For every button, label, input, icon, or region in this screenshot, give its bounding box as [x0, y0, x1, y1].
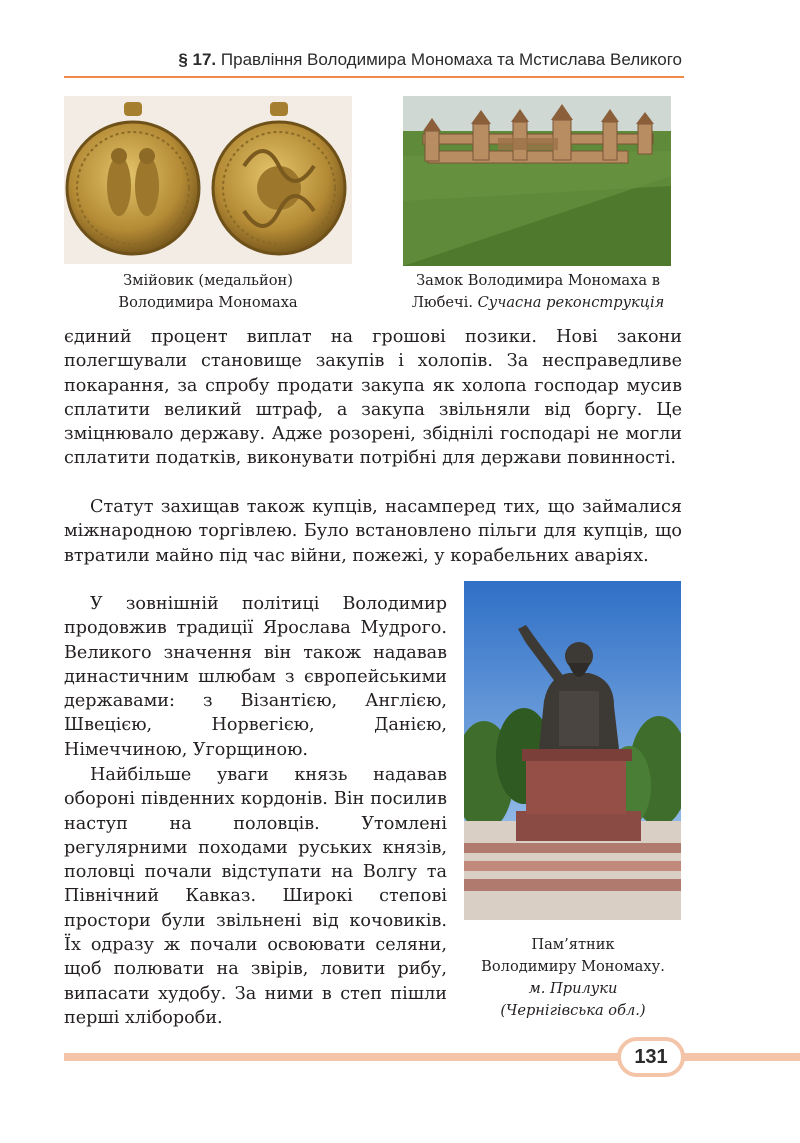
running-header: [64, 50, 682, 78]
medallion-caption: Змійовик (медальйон) Володимира Мономаха: [118, 272, 298, 311]
header-rule: [64, 76, 684, 78]
paragraph-4: Найбільше уваги князь надавав обороні південних кордонів. Він посилив наступ на половців. Утомлені регулярними походами руських князів, половці почали відступати на Волгу та Північний Кавказ. Широкі степові простори були звільнені від кочовиків. Їх одразу ж почали освоювати селяни, щоб полювати на звірів, ловити рибу, випасати худобу. За ними в степ пішли перші хлібороби.: [64, 765, 447, 1028]
footer-rule-right: [680, 1053, 800, 1061]
page-number: 131: [617, 1037, 685, 1077]
footer-rule-left: [64, 1053, 624, 1061]
chapter-title: Правління Володимира Мономаха та Мстислава Великого: [220, 50, 682, 69]
pedestal: [516, 749, 641, 841]
paragraph-3: У зовнішній політиці Володимир продовжив традиції Ярослава Мудрого. Великого значення він також надавав династичним шлюбам з європейськими державами: з Візантією, Англією, Швецією, Норвегією, Данією, Німеччиною, Угорщиною.: [64, 594, 447, 760]
castle-image: [403, 96, 671, 266]
paragraph-2: Статут захищав також купців, насамперед тих, що займалися міжнародною торгівлею. Було встановлено пільги для купців, що втратили майно під час війни, пожежі, у корабельних аваріях.: [64, 497, 682, 566]
monument-caption: Пам’ятник Володимиру Мономаху. м. Прилуки (Чернігівська обл.): [481, 936, 665, 1019]
section-number: § 17.: [178, 50, 217, 69]
paragraph-1: єдиний процент виплат на грошові позики. Нові закони полегшували становище закупів і холопів. За несправедливе покарання, за спробу продати закупа як холопа господар мусив сплатити великий штраф, а закупа звільняли від боргу. Це зміцнювало державу. Адже розорені, збіднілі господарі не могли сплатити податків, виконувати потрібні для держави повинності.: [64, 327, 682, 469]
castle-caption: Замок Володимира Мономаха в Любечі. Сучасна реконструкція: [411, 272, 665, 311]
steps: [464, 843, 681, 891]
medallion-image: [64, 96, 352, 264]
monument-image: [464, 581, 681, 920]
